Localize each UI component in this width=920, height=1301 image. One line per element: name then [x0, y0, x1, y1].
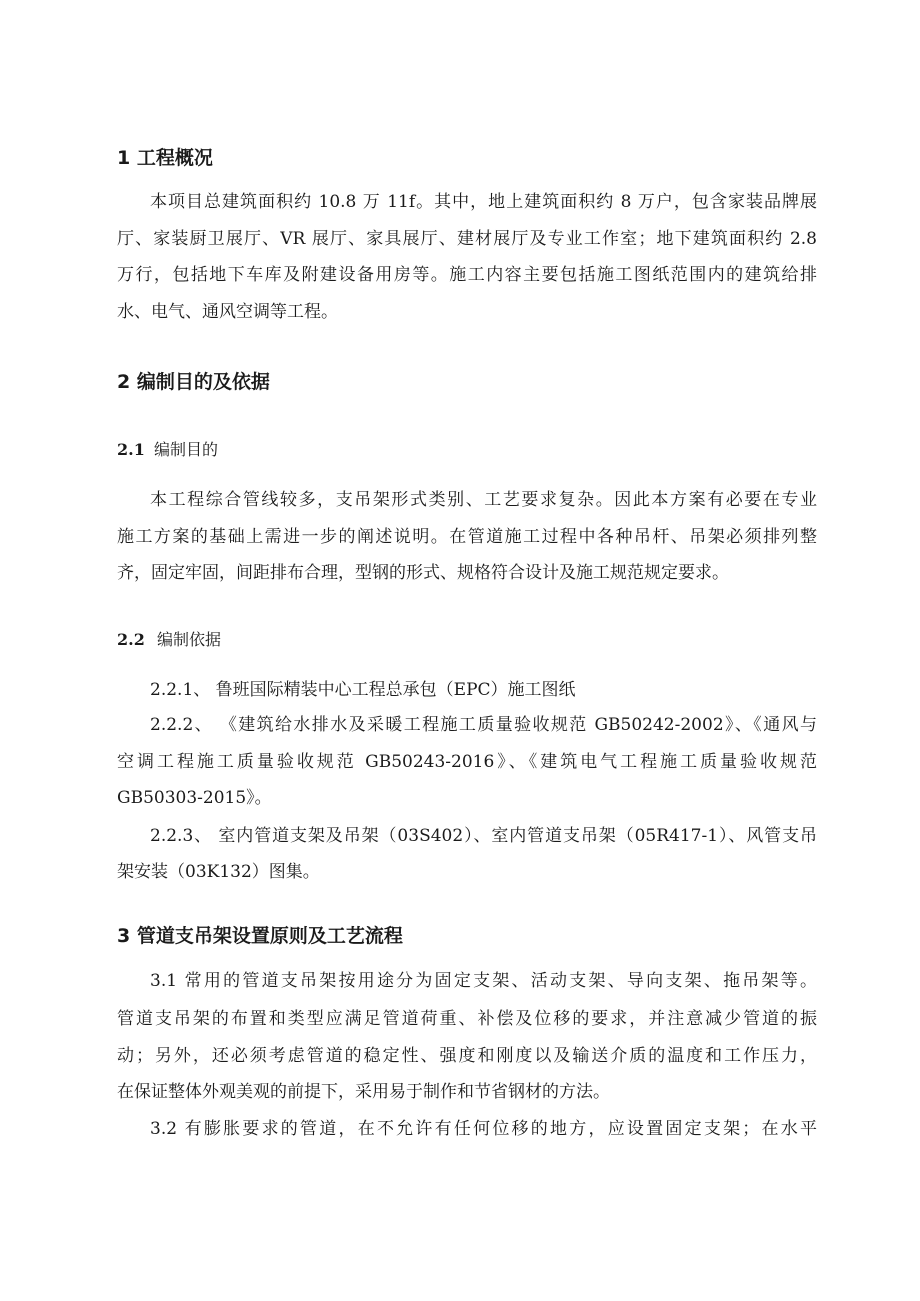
subsection-2-2-title: 编制依据 — [157, 630, 222, 649]
subsection-2-2-number: 2.2 — [117, 630, 145, 649]
s22-item-2-line-2: 空调工程施工质量验收规范 GB50243-2016》、《建筑电气工程施工质量验收规范 — [117, 752, 817, 772]
s21-line-3: 齐，固定牢固，间距排布合理，型钢的形式、规格符合设计及施工规范规定要求。 — [117, 563, 729, 583]
s21-line-1: 本工程综合管线较多，支吊架形式类别、工艺要求复杂。因此本方案有必要在专业 — [150, 490, 817, 510]
subsection-2-1-heading — [117, 437, 218, 460]
s32-line-1: 3.2 有膨胀要求的管道，在不允许有任何位移的地方，应设置固定支架；在水平 — [150, 1119, 817, 1139]
s21-line-2: 施工方案的基础上需进一步的阐述说明。在管道施工过程中各种吊杆、吊架必须排列整 — [117, 527, 817, 547]
subsection-2-2-heading — [117, 627, 221, 650]
s22-item-3-line-2: 架安装（03K132）图集。 — [117, 862, 320, 882]
s1-line-2: 厅、家装厨卫展厅、VR 展厅、家具展厅、建材展厅及专业工作室；地下建筑面积约 2.8 — [117, 229, 817, 249]
s22-item-2-line-3: GB50303-2015》。 — [117, 788, 272, 808]
s31-line-3: 动；另外，还必须考虑管道的稳定性、强度和刚度以及输送介质的温度和工作压力， — [117, 1046, 817, 1066]
section-1-heading: 1 工程概况 — [117, 147, 213, 169]
s1-line-3: 万行，包括地下车库及附建设备用房等。施工内容主要包括施工图纸范围内的建筑给排 — [117, 265, 817, 285]
section-3-heading: 3 管道支吊架设置原则及工艺流程 — [117, 925, 403, 947]
subsection-2-1-number: 2.1 — [117, 440, 145, 459]
subsection-2-1-title: 编制目的 — [154, 440, 219, 459]
s22-item-3-line-1: 2.2.3、 室内管道支架及吊架（03S402）、室内管道支吊架（05R417-1）、风管支吊 — [150, 826, 817, 846]
s22-item-1: 2.2.1、 鲁班国际精装中心工程总承包（EPC）施工图纸 — [150, 680, 576, 700]
section-2-heading: 2 编制目的及依据 — [117, 371, 270, 393]
s1-line-4: 水、电气、通风空调等工程。 — [117, 302, 338, 322]
s1-line-1: 本项目总建筑面积约 10.8 万 11f。其中，地上建筑面积约 8 万户，包含家装品牌展 — [150, 192, 817, 212]
s31-line-1: 3.1 常用的管道支吊架按用途分为固定支架、活动支架、导向支架、拖吊架等。 — [150, 971, 817, 991]
s22-item-2-line-1: 2.2.2、 《建筑给水排水及采暖工程施工质量验收规范 GB50242-2002》、《通风与 — [150, 715, 817, 735]
s31-line-2: 管道支吊架的布置和类型应满足管道荷重、补偿及位移的要求，并注意减少管道的振 — [117, 1009, 817, 1029]
s31-line-4: 在保证整体外观美观的前提下，采用易于制作和节省钢材的方法。 — [117, 1082, 610, 1102]
